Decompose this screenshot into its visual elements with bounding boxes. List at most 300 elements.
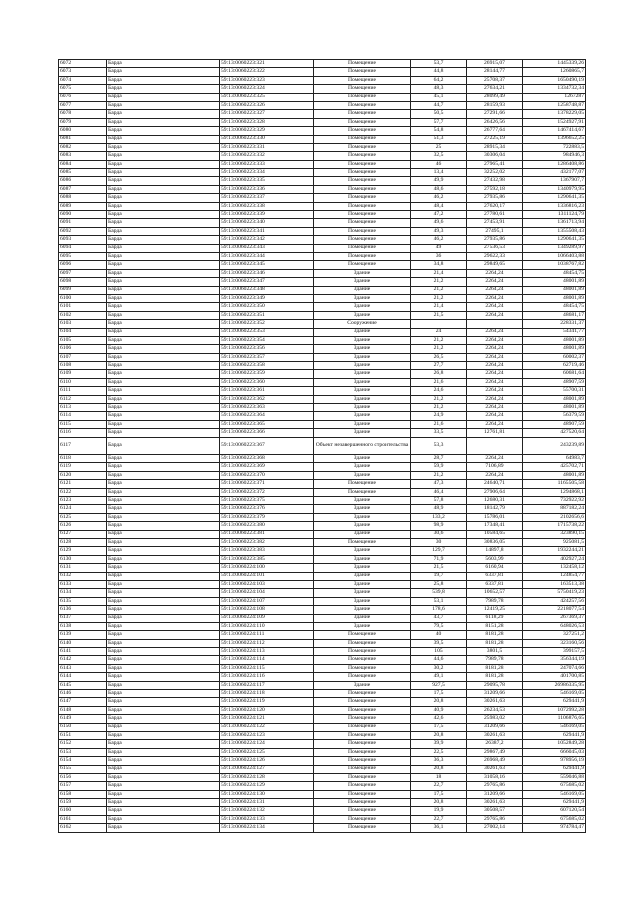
cadastral-value-cell: 1378229,05 bbox=[523, 110, 586, 118]
cadastral-value-cell: 54341,77 bbox=[523, 328, 586, 336]
cadastral-number-cell: 59:13:0060223:347 bbox=[220, 278, 314, 286]
settlement-cell: Барда bbox=[107, 68, 220, 76]
specific-value-cell: 10652,57 bbox=[467, 589, 523, 597]
cadastral-number-cell: 59:13:0060223:357 bbox=[220, 353, 314, 361]
settlement-cell: Барда bbox=[107, 387, 220, 395]
specific-value-cell: 2264,24 bbox=[467, 412, 523, 420]
specific-value-cell: 5603,99 bbox=[467, 555, 523, 563]
cadastral-value-cell: 48001,89 bbox=[523, 286, 586, 294]
object-type-cell: Здание bbox=[314, 681, 411, 689]
cadastral-number-cell: 59:13:0060223:369 bbox=[220, 463, 314, 471]
specific-value-cell: 27495,1 bbox=[467, 227, 523, 235]
area-cell: 19,7 bbox=[411, 572, 467, 580]
specific-value-cell: 29867,49 bbox=[467, 748, 523, 756]
table-row bbox=[59, 135, 586, 143]
cadastral-number-cell: 59:13:0060223:324 bbox=[220, 85, 314, 93]
area-cell: 49 bbox=[411, 244, 467, 252]
area-cell: 20,8 bbox=[411, 765, 467, 773]
object-type-cell: Здание bbox=[314, 404, 411, 412]
table-row bbox=[59, 303, 586, 311]
object-type-cell: Помещение bbox=[314, 202, 411, 210]
cadastral-number-cell: 59:13:0060224:115 bbox=[220, 664, 314, 672]
area-cell: 17,5 bbox=[411, 690, 467, 698]
object-type-cell: Помещение bbox=[314, 85, 411, 93]
specific-value-cell: 27592,18 bbox=[467, 185, 523, 193]
row-number-cell: 6080 bbox=[59, 127, 107, 135]
row-number-cell: 6116 bbox=[59, 429, 107, 437]
area-cell: 105 bbox=[411, 648, 467, 656]
settlement-cell: Барда bbox=[107, 690, 220, 698]
table-row bbox=[59, 824, 586, 832]
area-cell bbox=[411, 320, 467, 328]
settlement-cell: Барда bbox=[107, 294, 220, 302]
row-number-cell: 6152 bbox=[59, 740, 107, 748]
cadastral-number-cell: 59:13:0060223:370 bbox=[220, 471, 314, 479]
object-type-cell: Здание bbox=[314, 278, 411, 286]
table-row bbox=[59, 101, 586, 109]
object-type-cell: Помещение bbox=[314, 236, 411, 244]
table-row bbox=[59, 614, 586, 622]
settlement-cell: Барда bbox=[107, 782, 220, 790]
settlement-cell: Барда bbox=[107, 656, 220, 664]
cadastral-number-cell: 59:13:0060224:125 bbox=[220, 748, 314, 756]
table-row bbox=[59, 362, 586, 370]
table-row bbox=[59, 731, 586, 739]
row-number-cell: 6136 bbox=[59, 606, 107, 614]
table-row bbox=[59, 278, 586, 286]
row-number-cell: 6124 bbox=[59, 505, 107, 513]
cadastral-value-cell: 427520,64 bbox=[523, 429, 586, 437]
object-type-cell: Здание bbox=[314, 564, 411, 572]
table-row bbox=[59, 698, 586, 706]
area-cell: 36 bbox=[411, 252, 467, 260]
table-row bbox=[59, 68, 586, 76]
row-number-cell: 6082 bbox=[59, 143, 107, 151]
settlement-cell: Барда bbox=[107, 429, 220, 437]
cadastral-number-cell: 59:13:0060224:117 bbox=[220, 681, 314, 689]
settlement-cell: Барда bbox=[107, 597, 220, 605]
specific-value-cell bbox=[467, 437, 523, 455]
cadastral-number-cell: 59:13:0060223:327 bbox=[220, 110, 314, 118]
cadastral-value-cell: 607120,54 bbox=[523, 807, 586, 815]
area-cell: 21,2 bbox=[411, 286, 467, 294]
object-type-cell: Здание bbox=[314, 429, 411, 437]
object-type-cell: Помещение bbox=[314, 639, 411, 647]
object-type-cell: Здание bbox=[314, 606, 411, 614]
settlement-cell: Барда bbox=[107, 437, 220, 455]
cadastral-value-cell: 1072992,28 bbox=[523, 706, 586, 714]
row-number-cell: 6131 bbox=[59, 564, 107, 572]
cadastral-value-cell: 1165505,58 bbox=[523, 480, 586, 488]
settlement-cell: Барда bbox=[107, 345, 220, 353]
area-cell: 50,5 bbox=[411, 110, 467, 118]
specific-value-cell: 3801,5 bbox=[467, 648, 523, 656]
cadastral-value-cell: 1367907,7 bbox=[523, 177, 586, 185]
row-number-cell: 6073 bbox=[59, 68, 107, 76]
settlement-cell: Барда bbox=[107, 244, 220, 252]
settlement-cell: Барда bbox=[107, 152, 220, 160]
cadastral-number-cell: 59:13:0060223:323 bbox=[220, 76, 314, 84]
row-number-cell: 6118 bbox=[59, 455, 107, 463]
settlement-cell: Барда bbox=[107, 765, 220, 773]
object-type-cell: Помещение bbox=[314, 773, 411, 781]
settlement-cell: Барда bbox=[107, 269, 220, 277]
area-cell: 57,8 bbox=[411, 497, 467, 505]
area-cell: 21,6 bbox=[411, 420, 467, 428]
settlement-cell: Барда bbox=[107, 110, 220, 118]
cadastral-value-cell: 56379,59 bbox=[523, 412, 586, 420]
object-type-cell: Помещение bbox=[314, 782, 411, 790]
settlement-cell: Барда bbox=[107, 723, 220, 731]
area-cell: 24,9 bbox=[411, 412, 467, 420]
cadastral-value-cell: 48001,89 bbox=[523, 294, 586, 302]
cadastral-value-cell: 546169,05 bbox=[523, 690, 586, 698]
cadastral-number-cell: 59:13:0060224:114 bbox=[220, 656, 314, 664]
specific-value-cell: 26387,2 bbox=[467, 740, 523, 748]
settlement-cell: Барда bbox=[107, 547, 220, 555]
cadastral-number-cell: 59:13:0060223:358 bbox=[220, 362, 314, 370]
specific-value-cell: 2264,24 bbox=[467, 345, 523, 353]
row-number-cell: 6107 bbox=[59, 353, 107, 361]
object-type-cell: Здание bbox=[314, 555, 411, 563]
settlement-cell: Барда bbox=[107, 731, 220, 739]
cadastral-number-cell: 59:13:0060223:349 bbox=[220, 294, 314, 302]
table-row bbox=[59, 404, 586, 412]
object-type-cell: Помещение bbox=[314, 631, 411, 639]
cadastral-value-cell: 55700,31 bbox=[523, 387, 586, 395]
cadastral-value-cell: 64983,7 bbox=[523, 455, 586, 463]
table-row bbox=[59, 93, 586, 101]
specific-value-cell: 27432,98 bbox=[467, 177, 523, 185]
cadastral-number-cell: 59:13:0060224:119 bbox=[220, 698, 314, 706]
specific-value-cell: 28915,34 bbox=[467, 143, 523, 151]
area-cell: 71,9 bbox=[411, 555, 467, 563]
table-row bbox=[59, 177, 586, 185]
object-type-cell: Помещение bbox=[314, 656, 411, 664]
specific-value-cell: 26777,64 bbox=[467, 127, 523, 135]
object-type-cell: Помещение bbox=[314, 160, 411, 168]
row-number-cell: 6155 bbox=[59, 765, 107, 773]
cadastral-number-cell: 59:13:0060223:346 bbox=[220, 269, 314, 277]
area-cell: 21,5 bbox=[411, 311, 467, 319]
specific-value-cell: 26426,56 bbox=[467, 118, 523, 126]
row-number-cell: 6150 bbox=[59, 723, 107, 731]
area-cell: 48,9 bbox=[411, 505, 467, 513]
cadastral-value-cell: 629441,9 bbox=[523, 765, 586, 773]
row-number-cell: 6145 bbox=[59, 681, 107, 689]
area-cell: 22,5 bbox=[411, 748, 467, 756]
area-cell: 49,9 bbox=[411, 177, 467, 185]
cadastral-value-cell: 1294868,1 bbox=[523, 488, 586, 496]
cadastral-number-cell: 59:13:0060224:129 bbox=[220, 782, 314, 790]
object-type-cell: Здание bbox=[314, 294, 411, 302]
cadastral-value-cell: 1258748,87 bbox=[523, 101, 586, 109]
settlement-cell: Барда bbox=[107, 169, 220, 177]
cadastral-number-cell: 59:13:0060224:100 bbox=[220, 564, 314, 572]
area-cell: 21,2 bbox=[411, 395, 467, 403]
settlement-cell: Барда bbox=[107, 698, 220, 706]
specific-value-cell: 2264,24 bbox=[467, 370, 523, 378]
row-number-cell: 6104 bbox=[59, 328, 107, 336]
object-type-cell: Помещение bbox=[314, 799, 411, 807]
cadastral-value-cell: 1650490,19 bbox=[523, 76, 586, 84]
area-cell: 25,8 bbox=[411, 580, 467, 588]
cadastral-number-cell: 59:13:0060223:328 bbox=[220, 118, 314, 126]
object-type-cell: Здание bbox=[314, 522, 411, 530]
settlement-cell: Барда bbox=[107, 177, 220, 185]
specific-value-cell: 2264,24 bbox=[467, 471, 523, 479]
area-cell: 40,9 bbox=[411, 706, 467, 714]
row-number-cell: 6095 bbox=[59, 252, 107, 260]
cadastral-value-cell: 132458,12 bbox=[523, 564, 586, 572]
settlement-cell: Барда bbox=[107, 194, 220, 202]
row-number-cell: 6121 bbox=[59, 480, 107, 488]
row-number-cell: 6114 bbox=[59, 412, 107, 420]
table-row bbox=[59, 328, 586, 336]
settlement-cell: Барда bbox=[107, 622, 220, 630]
cadastral-value-cell: 648026,53 bbox=[523, 622, 586, 630]
specific-value-cell: 26234,53 bbox=[467, 706, 523, 714]
area-cell: 49,3 bbox=[411, 227, 467, 235]
cadastral-number-cell: 59:13:0060223:363 bbox=[220, 404, 314, 412]
specific-value-cell: 2264,24 bbox=[467, 336, 523, 344]
specific-value-cell: 27965,41 bbox=[467, 160, 523, 168]
cadastral-number-cell: 59:13:0060224:121 bbox=[220, 715, 314, 723]
settlement-cell: Барда bbox=[107, 93, 220, 101]
specific-value-cell: 2264,24 bbox=[467, 311, 523, 319]
area-cell: 44,6 bbox=[411, 656, 467, 664]
settlement-cell: Барда bbox=[107, 143, 220, 151]
table-row bbox=[59, 118, 586, 126]
object-type-cell: Помещение bbox=[314, 211, 411, 219]
cadastral-value-cell: 1334732,34 bbox=[523, 85, 586, 93]
table-row bbox=[59, 387, 586, 395]
cadastral-value-cell: 1715738,22 bbox=[523, 522, 586, 530]
row-number-cell: 6140 bbox=[59, 639, 107, 647]
table-row bbox=[59, 505, 586, 513]
row-number-cell: 6142 bbox=[59, 656, 107, 664]
settlement-cell: Барда bbox=[107, 311, 220, 319]
row-number-cell: 6125 bbox=[59, 513, 107, 521]
settlement-cell: Барда bbox=[107, 395, 220, 403]
row-number-cell: 6143 bbox=[59, 664, 107, 672]
cadastral-value-cell: 432177,07 bbox=[523, 169, 586, 177]
cadastral-number-cell: 59:13:0060223:326 bbox=[220, 101, 314, 109]
cadastral-value-cell: 48907,59 bbox=[523, 378, 586, 386]
settlement-cell: Барда bbox=[107, 564, 220, 572]
table-row bbox=[59, 656, 586, 664]
cadastral-value-cell: 546169,05 bbox=[523, 723, 586, 731]
row-number-cell: 6127 bbox=[59, 530, 107, 538]
specific-value-cell: 27780,61 bbox=[467, 211, 523, 219]
cadastral-value-cell: 48907,59 bbox=[523, 420, 586, 428]
table-row bbox=[59, 227, 586, 235]
cadastral-number-cell: 59:13:0060223:335 bbox=[220, 177, 314, 185]
settlement-cell: Барда bbox=[107, 185, 220, 193]
settlement-cell: Барда bbox=[107, 715, 220, 723]
cadastral-number-cell: 59:13:0060224:134 bbox=[220, 824, 314, 832]
specific-value-cell: 10584,65 bbox=[467, 530, 523, 538]
cadastral-value-cell: 243239,89 bbox=[523, 437, 586, 455]
specific-value-cell: 31209,66 bbox=[467, 790, 523, 798]
table-row bbox=[59, 244, 586, 252]
area-cell: 57,7 bbox=[411, 118, 467, 126]
specific-value-cell: 32252,02 bbox=[467, 169, 523, 177]
table-row bbox=[59, 488, 586, 496]
cadastral-value-cell: 48001,89 bbox=[523, 471, 586, 479]
area-cell: 54,8 bbox=[411, 127, 467, 135]
row-number-cell: 6101 bbox=[59, 303, 107, 311]
row-number-cell: 6103 bbox=[59, 320, 107, 328]
settlement-cell: Барда bbox=[107, 118, 220, 126]
specific-value-cell: 18142,79 bbox=[467, 505, 523, 513]
row-number-cell: 6115 bbox=[59, 420, 107, 428]
table-row bbox=[59, 799, 586, 807]
area-cell: 17,5 bbox=[411, 723, 467, 731]
specific-value-cell: 29095,78 bbox=[467, 681, 523, 689]
specific-value-cell: 30261,63 bbox=[467, 731, 523, 739]
table-row bbox=[59, 748, 586, 756]
row-number-cell: 6092 bbox=[59, 227, 107, 235]
table-row bbox=[59, 378, 586, 386]
object-type-cell: Помещение bbox=[314, 757, 411, 765]
table-row bbox=[59, 690, 586, 698]
row-number-cell: 6157 bbox=[59, 782, 107, 790]
object-type-cell: Здание bbox=[314, 497, 411, 505]
row-number-cell: 6077 bbox=[59, 101, 107, 109]
row-number-cell: 6135 bbox=[59, 597, 107, 605]
cadastral-number-cell: 59:13:0060224:116 bbox=[220, 673, 314, 681]
specific-value-cell: 29622,33 bbox=[467, 252, 523, 260]
cadastral-number-cell: 59:13:0060223:337 bbox=[220, 194, 314, 202]
cadastral-value-cell: 1336816,23 bbox=[523, 202, 586, 210]
area-cell: 44,8 bbox=[411, 68, 467, 76]
object-type-cell: Здание bbox=[314, 463, 411, 471]
cadastral-value-cell: 675685,02 bbox=[523, 815, 586, 823]
row-number-cell: 6129 bbox=[59, 547, 107, 555]
cadastral-number-cell: 59:13:0060223:379 bbox=[220, 513, 314, 521]
cadastral-number-cell: 59:13:0060223:367 bbox=[220, 437, 314, 455]
area-cell: 49,1 bbox=[411, 673, 467, 681]
area-cell: 51,3 bbox=[411, 135, 467, 143]
table-row bbox=[59, 463, 586, 471]
object-type-cell: Здание bbox=[314, 547, 411, 555]
cadastral-value-cell: 48454,75 bbox=[523, 303, 586, 311]
area-cell: 46,2 bbox=[411, 236, 467, 244]
settlement-cell: Барда bbox=[107, 219, 220, 227]
cadastral-value-cell: 887182,24 bbox=[523, 505, 586, 513]
specific-value-cell: 2264,24 bbox=[467, 303, 523, 311]
object-type-cell: Помещение bbox=[314, 118, 411, 126]
specific-value-cell: 31058,16 bbox=[467, 773, 523, 781]
object-type-cell: Сооружение bbox=[314, 320, 411, 328]
cadastral-value-cell: 323890,15 bbox=[523, 530, 586, 538]
specific-value-cell: 24640,71 bbox=[467, 480, 523, 488]
settlement-cell: Барда bbox=[107, 378, 220, 386]
object-type-cell: Помещение bbox=[314, 261, 411, 269]
table-row bbox=[59, 429, 586, 437]
settlement-cell: Барда bbox=[107, 740, 220, 748]
object-type-cell: Помещение bbox=[314, 664, 411, 672]
row-number-cell: 6089 bbox=[59, 202, 107, 210]
cadastral-value-cell: 48001,89 bbox=[523, 404, 586, 412]
object-type-cell: Помещение bbox=[314, 538, 411, 546]
settlement-cell: Барда bbox=[107, 773, 220, 781]
cadastral-value-cell: 1361713,94 bbox=[523, 219, 586, 227]
table-row bbox=[59, 782, 586, 790]
row-number-cell: 6133 bbox=[59, 580, 107, 588]
area-cell: 36,3 bbox=[411, 757, 467, 765]
row-number-cell: 6109 bbox=[59, 370, 107, 378]
area-cell: 32,5 bbox=[411, 152, 467, 160]
settlement-cell: Барда bbox=[107, 555, 220, 563]
specific-value-cell: 8181,28 bbox=[467, 664, 523, 672]
specific-value-cell: 28144,77 bbox=[467, 68, 523, 76]
cadastral-value-cell: 1066403,88 bbox=[523, 252, 586, 260]
specific-value-cell: 25708,37 bbox=[467, 76, 523, 84]
cadastral-number-cell: 59:13:0060224:118 bbox=[220, 690, 314, 698]
table-row bbox=[59, 555, 586, 563]
cadastral-value-cell: 1038767,82 bbox=[523, 261, 586, 269]
area-cell: 21,2 bbox=[411, 294, 467, 302]
table-row bbox=[59, 706, 586, 714]
table-row bbox=[59, 370, 586, 378]
object-type-cell: Здание bbox=[314, 311, 411, 319]
area-cell: 39,5 bbox=[411, 639, 467, 647]
table-row bbox=[59, 269, 586, 277]
area-cell: 18 bbox=[411, 773, 467, 781]
cadastral-value-cell: 925081,5 bbox=[523, 538, 586, 546]
cadastral-number-cell: 59:13:0060224:110 bbox=[220, 622, 314, 630]
cadastral-number-cell: 59:13:0060223:353 bbox=[220, 328, 314, 336]
specific-value-cell: 14897,8 bbox=[467, 547, 523, 555]
specific-value-cell: 2264,24 bbox=[467, 362, 523, 370]
settlement-cell: Барда bbox=[107, 639, 220, 647]
settlement-cell: Барда bbox=[107, 261, 220, 269]
cadastral-value-cell: 48001,89 bbox=[523, 336, 586, 344]
cadastral-number-cell: 59:13:0060223:359 bbox=[220, 370, 314, 378]
settlement-cell: Барда bbox=[107, 362, 220, 370]
area-cell: 59,9 bbox=[411, 463, 467, 471]
row-number-cell: 6151 bbox=[59, 731, 107, 739]
cadastral-number-cell: 59:13:0060223:368 bbox=[220, 455, 314, 463]
table-row bbox=[59, 261, 586, 269]
object-type-cell: Здание bbox=[314, 420, 411, 428]
area-cell: 64,2 bbox=[411, 76, 467, 84]
specific-value-cell: 6160,94 bbox=[467, 564, 523, 572]
table-row bbox=[59, 160, 586, 168]
settlement-cell: Барда bbox=[107, 202, 220, 210]
area-cell: 133,2 bbox=[411, 513, 467, 521]
specific-value-cell: 2264,24 bbox=[467, 395, 523, 403]
row-number-cell: 6126 bbox=[59, 522, 107, 530]
object-type-cell: Помещение bbox=[314, 488, 411, 496]
cadastral-value-cell: 48681,17 bbox=[523, 311, 586, 319]
specific-value-cell: 8151,28 bbox=[467, 622, 523, 630]
settlement-cell: Барда bbox=[107, 320, 220, 328]
area-cell: 98,9 bbox=[411, 522, 467, 530]
table-row bbox=[59, 211, 586, 219]
row-number-cell: 6162 bbox=[59, 824, 107, 832]
table-row bbox=[59, 320, 586, 328]
object-type-cell: Здание bbox=[314, 370, 411, 378]
area-cell: 26,8 bbox=[411, 370, 467, 378]
area-cell: 21,2 bbox=[411, 345, 467, 353]
specific-value-cell: 2264,24 bbox=[467, 286, 523, 294]
row-number-cell: 6100 bbox=[59, 294, 107, 302]
row-number-cell: 6117 bbox=[59, 437, 107, 455]
object-type-cell: Помещение bbox=[314, 194, 411, 202]
